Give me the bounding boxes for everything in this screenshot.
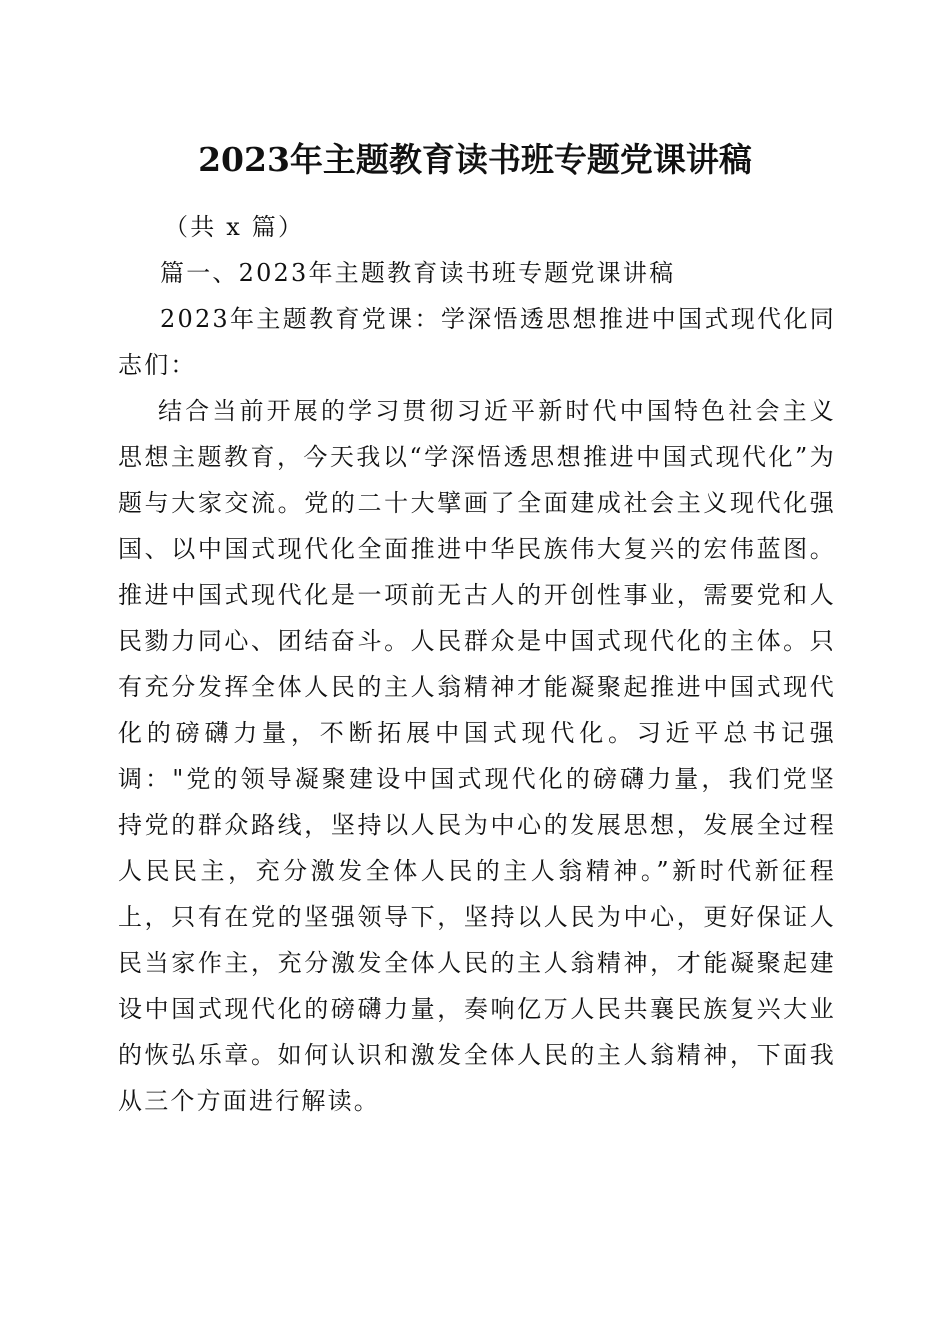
document-title: 2023年主题教育读书班专题党课讲稿 (198, 140, 752, 179)
lecture-subtitle-paragraph: 2023年主题教育党课：学深悟透思想推进中国式现代化同志们： (118, 305, 836, 379)
article-count-note: （共 x 篇） (164, 213, 305, 241)
lecture-body-paragraph: 结合当前开展的学习贯彻习近平新时代中国特色社会主义思想主题教育，今天我以“学深悟透思想推进中国式现代化”为题与大家交流。党的二十大擘画了全面建成社会主义现代化强国、以中国式现代化全面推进中华民族伟大复兴的宏伟蓝图。推进中国式现代化是一项前无古人的开创性事业，需要党和人民勠力同心、团结奋斗。人民群众是中国式现代化的主体。只有充分发挥全体人民的主人翁精神才能凝聚起推进中国式现代化的磅礴力量，不断拓展中国式现代化。习近平总书记强调："党的领导凝聚建设中国式现代化的磅礴力量，我们党坚持党的群众路线，坚持以人民为中心的发展思想，发展全过程人民民主，充分激发全体人民的主人翁精神。”新时代新征程上，只有在党的坚强领导下，坚持以人民为中心，更好保证人民当家作主，充分激发全体人民的主人翁精神，才能凝聚起建设中国式现代化的磅礴力量，奏响亿万人民共襄民族复兴大业的恢弘乐章。如何认识和激发全体人民的主人翁精神，下面我从三个方面进行解读。 (118, 397, 836, 1115)
document-body (118, 200, 836, 1124)
section-heading: 篇一、2023年主题教育读书班专题党课讲稿 (160, 259, 676, 287)
